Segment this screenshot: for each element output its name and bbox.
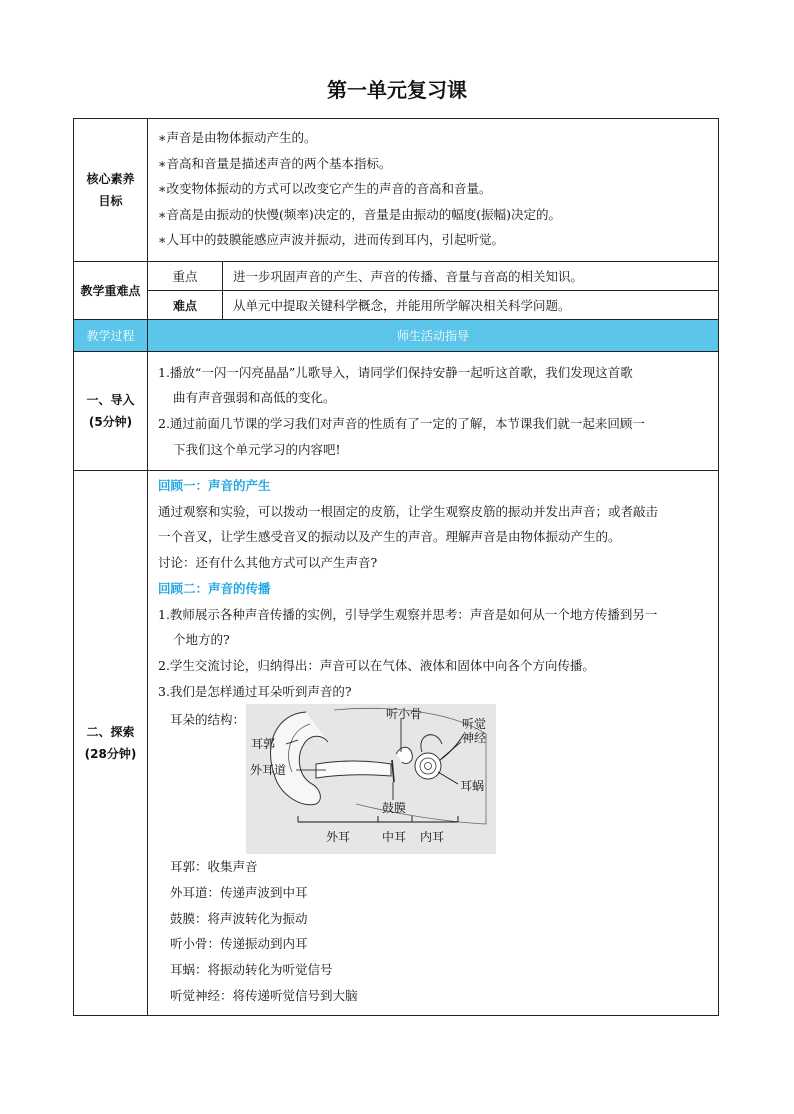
- intro-line: 下我们这个单元学习的内容吧!: [173, 441, 341, 457]
- ear-caption: 耳朵的结构：: [170, 712, 246, 728]
- lesson-plan-table: [73, 118, 719, 1016]
- goals-row: [74, 119, 719, 262]
- explore-label: 二、探索 (28分钟): [74, 471, 148, 1016]
- cochlea-shape: [415, 753, 441, 779]
- focus-label: 重点: [148, 262, 223, 291]
- review2-line: 3.我们是怎样通过耳朵听到声音的?: [158, 683, 352, 699]
- intro-row: [74, 352, 719, 471]
- difficulty-label: 难点: [148, 291, 223, 320]
- intro-label: 一、导入 (5分钟): [74, 352, 148, 471]
- intro-content: [148, 352, 719, 471]
- goal-item: ∗音高和音量是描述声音的两个基本指标。: [158, 155, 392, 171]
- review2-line: 个地方的?: [173, 632, 230, 648]
- process-header-right: 师生活动指导: [148, 320, 719, 352]
- ear-structure-diagram: [246, 704, 496, 854]
- review2-title: 回顾二：声音的传播: [158, 580, 271, 596]
- ear-function: 听觉神经：将传递听觉信号到大脑: [170, 987, 358, 1003]
- difficulty-row: [74, 291, 719, 320]
- process-header-left: 教学过程: [74, 320, 148, 352]
- explore-row: [74, 471, 719, 1016]
- intro-line: 2.通过前面几节课的学习我们对声音的性质有了一定的了解，本节课我们就一起来回顾一: [158, 416, 645, 431]
- label-inner-ear: 内耳: [420, 830, 445, 845]
- difficulty-text: 从单元中提取关键科学概念，并能用所学解决相关科学问题。: [223, 291, 719, 320]
- goal-item: ∗音高是由振动的快慢(频率)决定的，音量是由振动的幅度(振幅)决定的。: [158, 206, 562, 222]
- label-nerve-1: 听觉: [462, 717, 487, 732]
- intro-line: 曲有声音强弱和高低的变化。: [173, 390, 336, 406]
- label-middle-ear: 中耳: [382, 830, 407, 845]
- explore-content: [148, 471, 719, 1016]
- ear-function: 外耳道：传递声波到中耳: [170, 885, 308, 901]
- focus-text: 进一步巩固声音的产生、声音的传播、音量与音高的相关知识。: [223, 262, 719, 291]
- label-nerve-2: 神经: [462, 731, 487, 746]
- ear-function: 听小骨：传递振动到内耳: [170, 936, 308, 952]
- ear-function: 鼓膜：将声波转化为振动: [170, 910, 308, 926]
- intro-line: 1.播放“一闪一闪亮晶晶”儿歌导入，请同学们保持安静一起听这首歌，我们发现这首歌: [158, 364, 633, 380]
- goal-item: ∗人耳中的鼓膜能感应声波并振动，进而传到耳内，引起听觉。: [158, 232, 504, 248]
- label-eardrum: 鼓膜: [382, 801, 407, 816]
- ear-function: 耳蜗：将振动转化为听觉信号: [170, 962, 333, 978]
- review2-line: 2.学生交流讨论，归纳得出：声音可以在气体、液体和固体中向各个方向传播。: [158, 657, 595, 673]
- ear-diagram-area: [158, 704, 708, 854]
- label-pinna: 耳郭: [251, 737, 276, 752]
- review2-line: 1.教师展示各种声音传播的实例，引导学生观察并思考：声音是如何从一个地方传播到另一: [158, 606, 658, 622]
- key-points-label: 教学重难点: [74, 262, 148, 320]
- review1-line: 讨论：还有什么其他方式可以产生声音?: [158, 555, 378, 571]
- page-title: 第一单元复习课: [327, 78, 467, 102]
- goals-list: [148, 119, 719, 262]
- goals-label: 核心素养 目标: [74, 119, 148, 262]
- review1-line: 一个音叉，让学生感受音叉的振动以及产生的声音。理解声音是由物体振动产生的。: [158, 529, 621, 545]
- review1-title: 回顾一：声音的产生: [158, 478, 271, 493]
- label-ossicles: 听小骨: [386, 707, 423, 722]
- label-outer-ear: 外耳: [326, 830, 351, 845]
- goal-item: ∗声音是由物体振动产生的。: [158, 130, 317, 145]
- label-cochlea: 耳蜗: [460, 779, 485, 794]
- process-header-row: [74, 320, 719, 352]
- label-canal: 外耳道: [250, 763, 287, 778]
- review1-line: 通过观察和实验，可以拨动一根固定的皮筋，让学生观察皮筋的振动并发出声音；或者敲击: [158, 503, 659, 519]
- focus-row: [74, 262, 719, 291]
- ear-function: 耳郭：收集声音: [170, 859, 258, 875]
- goal-item: ∗改变物体振动的方式可以改变它产生的声音的音高和音量。: [158, 181, 492, 197]
